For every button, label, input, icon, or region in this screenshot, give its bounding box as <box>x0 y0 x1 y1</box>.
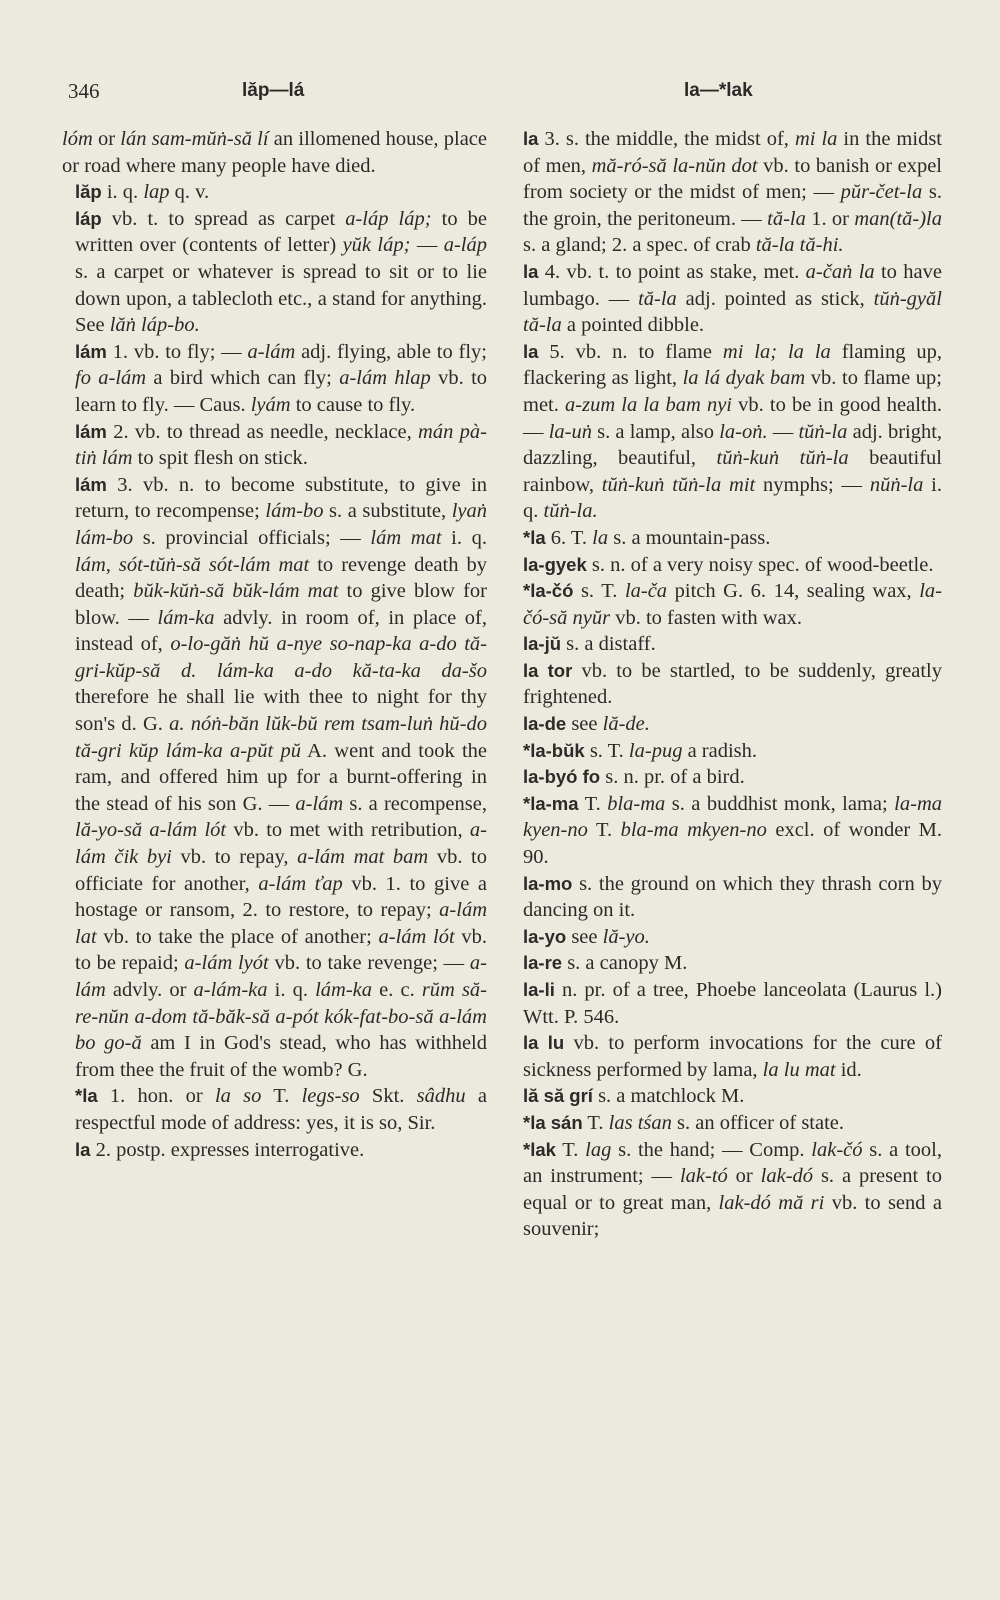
definition-text: see <box>566 925 603 948</box>
definition-text: T. <box>555 1138 586 1161</box>
dictionary-entry <box>510 764 942 791</box>
definition-text: vb. to perform invocations for the cure of sickness performed by lama, <box>523 1032 942 1081</box>
definition-text: i. q. <box>101 181 144 204</box>
italic-term: lám-bo <box>265 500 324 523</box>
definition-text: to cause to fly. <box>290 393 416 416</box>
italic-term: lak-dó mă ri <box>718 1191 825 1214</box>
definition-text: i. q. <box>441 526 487 549</box>
italic-term: tŭṅ-gyăl tă-la <box>523 287 942 337</box>
definition-text: vb. to learn to fly. — Caus. <box>75 367 488 416</box>
italic-term: sâdhu <box>416 1085 466 1108</box>
italic-term: lám-ka <box>157 606 215 629</box>
headword: la-li <box>523 979 555 1000</box>
italic-term: a-lám lat <box>75 899 487 948</box>
definition-text: a pointed dibble. <box>561 314 705 337</box>
definition-text: s. a lamp, also <box>591 420 720 443</box>
definition-text: advly. in room of, in place of, instead of, <box>75 606 487 656</box>
headword: *la <box>523 526 546 548</box>
definition-text: T. <box>582 1111 609 1134</box>
definition-text: an illomened house, place or road where many people have died. <box>62 128 487 177</box>
italic-term: lám mat <box>370 526 442 549</box>
italic-term: mán pà-tiṅ lám <box>75 420 487 470</box>
definition-text: vb. to be in good health. — <box>523 393 942 443</box>
headword: la-yo <box>523 925 567 947</box>
definition-text: adj. flying, able to fly; <box>295 340 487 363</box>
definition-text: s. a canopy M. <box>562 952 688 975</box>
definition-text: s. n. of a very noisy spec. of wood-beetle. <box>586 553 934 576</box>
headword: *la-bŭk <box>523 739 585 761</box>
page-number: 346 <box>68 79 100 103</box>
italic-term: man(tă-)la <box>854 207 942 230</box>
definition-text: to give blow for blow. — <box>75 580 487 629</box>
headword: la-jŭ <box>523 633 562 655</box>
italic-term: mi la; la la <box>722 340 831 363</box>
italic-term: la-pug <box>628 739 683 762</box>
italic-term: nŭṅ-la <box>869 473 924 496</box>
italic-term: la so <box>214 1085 262 1108</box>
definition-text: i. q. <box>523 473 942 523</box>
definition-text: nymphs; — <box>755 473 870 496</box>
definition-text: to be written over (contents of letter) <box>75 207 487 257</box>
definition-text: in the midst of men, <box>523 128 942 177</box>
italic-term: a. nóṅ-băn lŭk-bŭ rem tsam-luṅ hŭ-do tă-gri kŭp lám-ka a-pŭt pŭ <box>75 713 487 762</box>
definition-text: vb. 1. to give a hostage or ransom, 2. to restore, to repay; <box>75 872 487 922</box>
headword: la <box>523 340 539 362</box>
headword: lăp <box>75 181 102 203</box>
italic-term: tă-la <box>767 207 806 230</box>
italic-term: a-lám lót <box>378 925 455 948</box>
headword: la-byó fo <box>523 766 601 788</box>
dictionary-entry <box>62 1137 487 1164</box>
italic-term: la-ča <box>624 580 668 603</box>
definition-text: see <box>566 713 603 736</box>
headword: lám <box>75 473 107 495</box>
italic-term: lă-de. <box>602 713 650 736</box>
definition-text: vb. t. to spread as carpet <box>101 207 346 230</box>
italic-term: lak-čó <box>811 1138 863 1161</box>
italic-term: lyaṅ lám-bo <box>75 500 488 549</box>
dictionary-entry <box>62 179 487 206</box>
italic-term: la-čó-să nyŭr <box>523 580 943 629</box>
italic-term: lám-ka <box>315 979 373 1001</box>
definition-text: vb. to repay, <box>171 846 298 869</box>
italic-term: lóm <box>62 128 93 150</box>
definition-text: id. <box>835 1058 862 1081</box>
definition-text: — <box>767 420 799 443</box>
italic-term: la lu mat <box>762 1058 836 1081</box>
definition-text: 1. or <box>805 207 855 230</box>
italic-term: mă-ró-să la-nŭn dot <box>591 154 758 177</box>
definition-text: A. went and took the ram, and offered him up for a burnt-offering in the stead of his son G. — <box>75 739 487 815</box>
dictionary-entry <box>62 339 487 419</box>
italic-term: tŭṅ-la <box>798 420 848 443</box>
italic-term: tă-la <box>638 287 677 310</box>
headword: la <box>523 260 539 282</box>
right-column <box>510 126 942 1243</box>
dictionary-entry <box>62 1083 487 1136</box>
dictionary-entry <box>510 259 942 339</box>
headword: la-de <box>523 713 567 735</box>
headword: *lak <box>523 1138 556 1160</box>
definition-text: a radish. <box>682 739 758 762</box>
headword: la lu <box>523 1032 565 1054</box>
dictionary-entry <box>62 472 487 1084</box>
definition-text: advly. or <box>105 979 194 1001</box>
italic-term: a-lám <box>75 952 487 1001</box>
headword: *la <box>75 1085 98 1107</box>
definition-text: s. T. <box>584 739 629 762</box>
definition-text: 4. vb. t. to point as stake, met. <box>538 260 806 283</box>
italic-term: fo a-lám <box>75 367 147 390</box>
italic-term: lă-yo. <box>602 925 650 948</box>
italic-term: legs-so <box>301 1085 360 1108</box>
definition-text: vb. to officiate for another, <box>75 846 487 895</box>
definition-text: s. a gland; 2. a spec. of crab <box>523 234 756 257</box>
italic-term: a-zum la la bam nyi <box>565 393 732 416</box>
definition-text: s. the hand; — Comp. <box>611 1138 812 1161</box>
italic-term: bŭk-kŭṅ-să bŭk-lám mat <box>133 580 339 603</box>
definition-text: or <box>92 128 121 150</box>
italic-term: tŭṅ-kuṅ tŭṅ-la <box>716 447 849 470</box>
definition-text: vb. to take revenge; — <box>268 952 470 975</box>
italic-term: a-lám čik byi <box>75 819 487 869</box>
definition-text: to have lumbago. — <box>523 260 942 310</box>
headword: *la-čó <box>523 580 574 602</box>
definition-text: s. provincial officials; — <box>133 526 371 549</box>
definition-text: T. <box>587 819 621 842</box>
italic-term: yŭk láp; <box>342 234 411 257</box>
definition-text: beautiful rainbow, <box>523 447 942 496</box>
definition-text: s. the groin, the peritoneum. — <box>523 181 942 230</box>
definition-text: s. the ground on which they thrash corn by dancing on it. <box>523 872 942 922</box>
definition-text: am I in God's stead, who has withheld from thee the fruit of the womb? G. <box>75 1032 488 1081</box>
headword: *la sán <box>523 1111 583 1133</box>
dictionary-entry <box>510 339 942 525</box>
dictionary-entry <box>510 871 942 924</box>
definition-text: to revenge death by death; <box>75 553 488 603</box>
italic-term: la <box>592 526 609 549</box>
italic-term: a-lám <box>295 792 344 815</box>
headword: la-re <box>523 952 563 974</box>
headword: *la-ma <box>523 792 579 814</box>
italic-term: tŭṅ-kuṅ tŭṅ-la mit <box>601 473 756 496</box>
italic-term: bla-ma <box>607 792 666 815</box>
dictionary-entry <box>510 711 942 738</box>
definition-text: vb. to fasten with wax. <box>610 606 802 629</box>
dictionary-entry <box>510 578 942 631</box>
definition-text: 1. hon. or <box>97 1085 215 1108</box>
headword: la-mo <box>523 872 573 894</box>
definition-text: s. a carpet or whatever is spread to sit or to lie down upon, a tablecloth etc., a stand for anything. See <box>75 260 487 337</box>
dictionary-entry <box>510 126 942 259</box>
definition-text: vb. to met with retribution, <box>226 819 470 842</box>
italic-term: a-lám <box>247 340 296 363</box>
dictionary-entry <box>510 1137 942 1243</box>
italic-term: a-lám hlap <box>339 367 431 390</box>
headword: lám <box>75 340 107 362</box>
definition-text: s. a substitute, <box>323 500 452 523</box>
definition-text: vb. to flame up; met. <box>523 367 942 416</box>
definition-text: vb. to send a souvenir; <box>523 1191 942 1241</box>
dictionary-entry <box>510 631 942 658</box>
italic-term: mi la <box>794 128 838 150</box>
italic-term: tŭṅ-la. <box>543 500 598 523</box>
definition-text: 6. T. <box>545 526 593 549</box>
definition-text: vb. to banish or expel from society or the midst of men; — <box>523 154 942 204</box>
definition-text: excl. of wonder M. 90. <box>523 819 942 869</box>
italic-term: lăṅ láp-bo. <box>109 314 200 337</box>
left-guide-word: lăp—lá <box>242 80 305 101</box>
italic-term: lap <box>143 181 170 204</box>
dictionary-entry <box>510 552 942 579</box>
definition-text: pitch G. 6. 14, sealing wax, <box>667 580 920 603</box>
italic-term: a-láp láp; <box>345 207 432 230</box>
definition-text: Skt. <box>359 1085 417 1108</box>
definition-text: s. an officer of state. <box>671 1111 845 1134</box>
definition-text: vb. to be repaid; <box>75 925 487 975</box>
definition-text: vb. to be startled, to be suddenly, greatly frightened. <box>523 659 942 709</box>
italic-term: lak-tó <box>679 1165 728 1188</box>
definition-text: adj. pointed as stick, <box>676 287 874 310</box>
headword: la <box>523 128 539 149</box>
italic-term: lyám <box>250 393 291 416</box>
italic-term: lak-dó <box>760 1165 814 1188</box>
headword: la tor <box>523 659 573 681</box>
dictionary-entry <box>510 791 942 871</box>
definition-text: q. v. <box>169 181 210 204</box>
definition-text: s. a mountain-pass. <box>608 526 771 549</box>
italic-term: la-ma kyen-no <box>523 792 942 842</box>
dictionary-entry <box>510 525 942 552</box>
definition-text: therefore he shall lie with thee to night for thy son's d. G. <box>75 686 487 736</box>
italic-term: lám, sót-tŭṅ-să sót-lám mat <box>75 553 310 576</box>
headword: la <box>75 1138 91 1160</box>
headword: láp <box>75 207 102 229</box>
definition-text: flaming up, flackering as light, <box>523 340 942 390</box>
definition-text: i. q. <box>267 979 316 1001</box>
dictionary-entry <box>62 126 487 179</box>
definition-text: n. pr. of a tree, Phoebe lanceolata (Laurus l.) Wtt. P. 546. <box>523 979 942 1028</box>
italic-term: pŭr-čet-la <box>840 181 923 204</box>
definition-text: — <box>410 234 444 257</box>
italic-term: la-uṅ <box>548 420 592 443</box>
italic-term: a-láp <box>443 234 487 257</box>
definition-text: s. a present to equal or to great man, <box>523 1165 943 1214</box>
headword: lám <box>75 420 107 442</box>
italic-term: la-oṅ. <box>719 420 768 443</box>
definition-text: e. c. <box>372 979 422 1001</box>
definition-text: a respectful mode of address: yes, it is so, Sir. <box>75 1085 487 1134</box>
definition-text: to spit flesh on stick. <box>132 447 308 470</box>
italic-term: tă-la tă-hi. <box>755 234 844 257</box>
italic-term: bla-ma mkyen-no <box>620 819 767 842</box>
definition-text: 3. vb. n. to become substitute, to give in return, to recompense; <box>75 473 487 523</box>
headword: la-gyek <box>523 553 587 575</box>
headword: lă să grí <box>523 1085 593 1107</box>
definition-text: 5. vb. n. to flame <box>538 340 723 363</box>
definition-text: s. a matchlock M. <box>592 1085 745 1108</box>
dictionary-entry <box>510 950 942 977</box>
italic-term: rŭm să-re-nŭn a-dom tă-băk-să a-pót kók-fat-bo-să a-lám bo go-ă <box>75 979 488 1055</box>
italic-term: a-lám-ka <box>193 979 268 1001</box>
definition-text: 1. vb. to fly; — <box>106 340 248 363</box>
italic-term: las tśan <box>608 1111 672 1134</box>
italic-term: a-čaṅ la <box>805 260 875 283</box>
definition-text: 3. s. the middle, the midst of, <box>538 128 795 150</box>
dictionary-entry <box>62 419 487 472</box>
definition-text: adj. bright, dazzling, beautiful, <box>523 420 943 470</box>
definition-text: 2. postp. expresses interrogative. <box>90 1138 365 1161</box>
definition-text: 2. vb. to thread as needle, necklace, <box>106 420 419 443</box>
dictionary-entry <box>510 658 942 711</box>
definition-text: or <box>727 1165 761 1188</box>
italic-term: la lá dyak bam <box>682 367 806 390</box>
definition-text: T. <box>578 792 608 815</box>
right-guide-word: la—*lak <box>684 80 753 101</box>
definition-text: s. n. pr. of a bird. <box>600 766 745 789</box>
definition-text: a bird which can fly; <box>146 367 340 390</box>
definition-text: s. a buddhist monk, lama; <box>665 792 895 815</box>
definition-text: s. a tool, an instrument; — <box>523 1138 942 1188</box>
dictionary-entry <box>510 924 942 951</box>
dictionary-entry <box>510 738 942 765</box>
dictionary-entry <box>510 1030 942 1083</box>
italic-term: a-lám mat bam <box>297 846 429 869</box>
italic-term: a-lám ťap <box>258 872 343 895</box>
definition-text: s. T. <box>573 580 625 603</box>
italic-term: lă-yo-să a-lám lót <box>75 819 227 842</box>
dictionary-entry <box>62 206 487 339</box>
definition-text: s. a recompense, <box>343 792 487 815</box>
italic-term: o-lo-găṅ hŭ a-nye so-nap-ka a-do tă-gri-kŭp-să d. lám-ka a-do kă-ta-ka da-šo <box>75 633 488 682</box>
dictionary-entry <box>510 1110 942 1137</box>
left-column <box>62 126 487 1163</box>
italic-term: lán sam-mŭṅ-să lí <box>120 128 269 150</box>
definition-text: s. a distaff. <box>561 633 656 656</box>
definition-text: T. <box>261 1085 302 1108</box>
italic-term: a-lám lyót <box>184 952 269 975</box>
dictionary-entry <box>510 1083 942 1110</box>
dictionary-entry <box>510 977 942 1030</box>
italic-term: lag <box>585 1138 612 1161</box>
definition-text: vb. to take the place of another; <box>96 925 379 948</box>
